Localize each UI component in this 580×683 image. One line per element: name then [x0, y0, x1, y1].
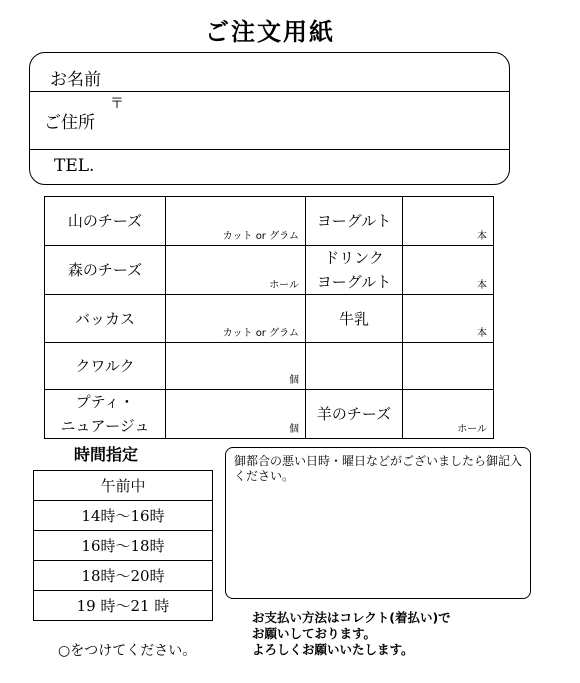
time-slot-option[interactable]: 16時〜18時 — [34, 531, 213, 561]
quantity-cell[interactable] — [166, 197, 306, 246]
product-name: 牛乳 — [338, 309, 369, 328]
unit-label: ホール — [269, 280, 299, 291]
unit-label: ホール — [457, 424, 487, 435]
name-divider — [30, 91, 509, 92]
payment-note — [252, 610, 451, 658]
tel-label: TEL. — [54, 156, 95, 176]
product-name-cell — [45, 343, 166, 390]
customer-info-box — [29, 52, 510, 185]
quantity-cell[interactable] — [166, 246, 306, 295]
product-name: ニュアージュ — [60, 417, 150, 435]
product-name-cell — [306, 197, 403, 246]
quantity-cell[interactable] — [166, 390, 306, 439]
product-name-cell — [45, 197, 166, 246]
product-row — [45, 343, 494, 390]
time-slot-title: 時間指定 — [74, 445, 139, 464]
quantity-cell[interactable] — [403, 295, 494, 343]
product-name: 山のチーズ — [67, 212, 143, 230]
time-slot-instruction: ○をつけてください。 — [58, 643, 197, 659]
product-name: ヨーグルト — [316, 212, 392, 230]
product-name: クワルク — [75, 357, 135, 375]
product-name: ドリンク — [324, 249, 384, 267]
product-row — [45, 390, 494, 439]
postal-mark-icon: 〒 — [110, 96, 124, 112]
product-name: ヨーグルト — [316, 273, 392, 291]
product-name: プティ・ — [75, 393, 135, 411]
name-label: お名前 — [50, 70, 101, 90]
quantity-cell[interactable] — [403, 246, 494, 295]
address-label: ご住所 — [44, 113, 95, 133]
payment-line: お支払い方法はコレクト(着払い)で — [252, 610, 451, 625]
product-name-cell — [306, 246, 403, 295]
unit-label: カット or グラム — [222, 231, 299, 242]
product-row — [45, 197, 494, 246]
quantity-cell[interactable] — [403, 390, 494, 439]
product-name-cell — [306, 295, 403, 343]
quantity-cell[interactable] — [166, 295, 306, 343]
payment-line: お願いしております。 — [252, 626, 377, 641]
notes-box[interactable] — [225, 447, 531, 599]
product-name: バッカス — [74, 309, 135, 328]
product-name-cell — [45, 390, 166, 439]
product-name-cell — [306, 343, 403, 390]
unit-label: 本 — [477, 280, 487, 291]
address-divider — [30, 149, 509, 150]
payment-line: よろしくお願いいたします。 — [252, 642, 414, 657]
unit-label: カット or グラム — [222, 328, 299, 339]
product-row — [45, 246, 494, 295]
product-name: 森のチーズ — [67, 261, 143, 279]
product-name: 羊のチーズ — [316, 405, 392, 423]
quantity-cell[interactable] — [403, 197, 494, 246]
product-row — [45, 295, 494, 343]
time-slot-option[interactable]: 午前中 — [34, 471, 213, 501]
form-title: ご注文用紙 — [205, 18, 335, 46]
product-name-cell — [306, 390, 403, 439]
quantity-cell[interactable] — [403, 343, 494, 390]
time-slot-option[interactable]: 18時〜20時 — [34, 561, 213, 591]
time-slot-option[interactable]: 14時〜16時 — [34, 501, 213, 531]
time-slot-option[interactable]: 19 時〜21 時 — [34, 591, 213, 621]
unit-label: 本 — [477, 231, 487, 242]
product-name-cell — [45, 295, 166, 343]
time-slot-table — [33, 470, 213, 621]
unit-label: 個 — [289, 424, 299, 435]
quantity-cell[interactable] — [166, 343, 306, 390]
unit-label: 個 — [289, 375, 299, 386]
product-order-table — [44, 196, 494, 439]
product-name-cell — [45, 246, 166, 295]
notes-instruction: 御都合の悪い日時・曜日などがございましたら御記入ください。 — [234, 454, 523, 483]
unit-label: 本 — [477, 328, 487, 339]
